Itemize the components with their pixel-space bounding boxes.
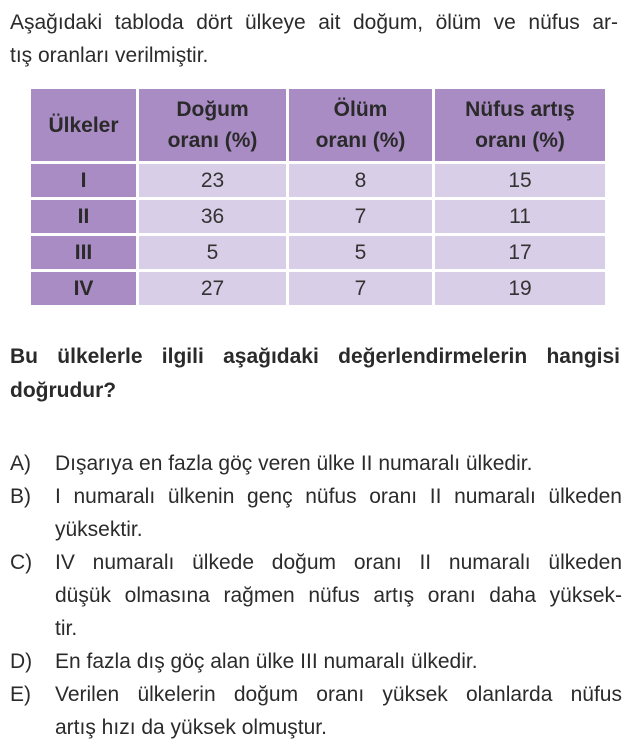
option-text	[55, 546, 622, 645]
option-letter: B)	[10, 485, 31, 508]
table-row	[30, 235, 607, 271]
option-text	[55, 480, 622, 546]
option-line: yüksektir.	[55, 518, 143, 541]
option-line: Dışarıya en fazla göç veren ülke II numaralı ülkedir.	[55, 452, 533, 475]
cell-death-rate: 7	[288, 199, 434, 235]
cell-growth-rate: 11	[434, 199, 607, 235]
header-countries	[30, 88, 138, 163]
option-b[interactable]	[10, 480, 622, 546]
data-table	[28, 86, 608, 308]
question-line-2: doğrudur?	[10, 379, 117, 402]
option-letter: D)	[10, 650, 33, 673]
header-growth-line-2: oranı (%)	[475, 129, 565, 152]
option-line: I numaralı ülkenin genç nüfus oranı II numaralı ülkeden	[55, 485, 622, 508]
header-birth-line-1: Doğum	[176, 98, 249, 121]
cell-birth-rate: 23	[138, 163, 288, 199]
header-death-line-1: Ölüm	[333, 98, 388, 121]
cell-growth-rate: 19	[434, 271, 607, 307]
option-a[interactable]	[10, 447, 622, 480]
cell-birth-rate: 27	[138, 271, 288, 307]
option-text	[55, 447, 622, 480]
option-line: Verilen ülkelerin doğum oranı yüksek olanlarda nüfus	[55, 683, 622, 706]
table-row	[30, 199, 607, 235]
option-line: artış hızı da yüksek olmuştur.	[55, 716, 327, 739]
cell-death-rate: 5	[288, 235, 434, 271]
intro-line-1: Aşağıdaki tabloda dört ülkeye ait doğum, ölüm ve nüfus ar-	[10, 11, 618, 34]
cell-birth-rate: 36	[138, 199, 288, 235]
cell-death-rate: 8	[288, 163, 434, 199]
header-death-rate	[288, 88, 434, 163]
answer-options	[10, 447, 622, 744]
option-c[interactable]	[10, 546, 622, 645]
header-countries-label: Ülkeler	[48, 113, 119, 137]
table-row	[30, 271, 607, 307]
table-row	[30, 163, 607, 199]
row-country-label: III	[30, 235, 138, 271]
row-country-label: IV	[30, 271, 138, 307]
option-letter: E)	[10, 683, 31, 706]
question-line-1: Bu ülkelerle ilgili aşağıdaki değerlendirmelerin hangisi	[10, 345, 620, 368]
row-country-label: II	[30, 199, 138, 235]
header-growth-rate	[434, 88, 607, 163]
header-death-line-2: oranı (%)	[315, 129, 406, 152]
option-line: En fazla dış göç alan ülke III numaralı ülkedir.	[55, 650, 478, 673]
header-growth-line-1: Nüfus artış	[465, 98, 575, 121]
option-line: düşük olmasına rağmen nüfus artış oranı daha yüksek-	[55, 584, 622, 607]
header-birth-rate	[138, 88, 288, 163]
question-stem	[10, 340, 620, 408]
option-line: IV numaralı ülkede doğum oranı II numaralı ülkeden	[55, 551, 622, 574]
table-header-row	[30, 88, 607, 163]
option-d[interactable]	[10, 645, 622, 678]
cell-growth-rate: 15	[434, 163, 607, 199]
option-text	[55, 678, 622, 744]
cell-birth-rate: 5	[138, 235, 288, 271]
option-letter: A)	[10, 452, 31, 475]
option-letter: C)	[10, 551, 33, 574]
option-e[interactable]	[10, 678, 622, 744]
row-country-label: I	[30, 163, 138, 199]
intro-line-2: tış oranları verilmiştir.	[10, 44, 209, 67]
intro-paragraph	[10, 6, 618, 72]
option-text	[55, 645, 622, 678]
cell-death-rate: 7	[288, 271, 434, 307]
option-line: tir.	[55, 617, 78, 640]
cell-growth-rate: 17	[434, 235, 607, 271]
header-birth-line-2: oranı (%)	[167, 129, 258, 152]
